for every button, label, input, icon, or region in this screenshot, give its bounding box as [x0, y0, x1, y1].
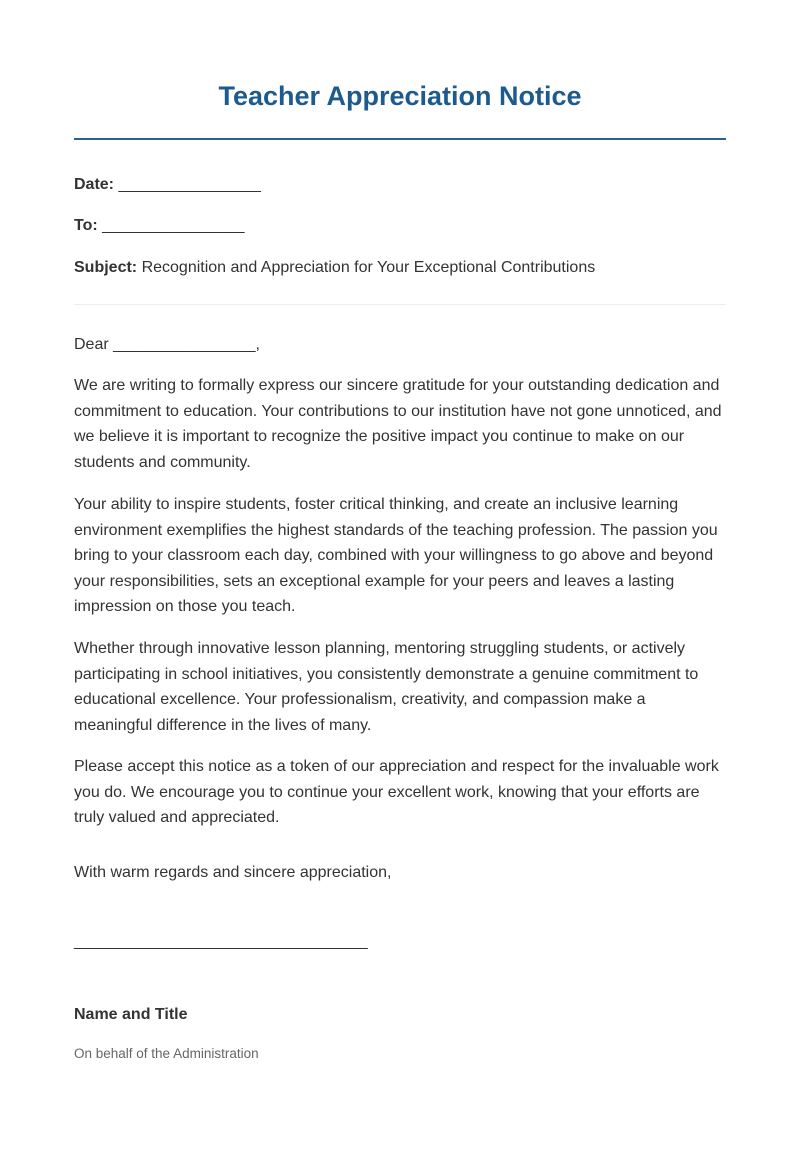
body-paragraph-3: Whether through innovative lesson planning, mentoring struggling students, or actively participating in school initiatives, you consistently demonstrate a genuine commitment to educational excellence. Your professionalism, creativity, and compassion make a meaningful difference in the lives of many. [74, 640, 699, 734]
document-title: Teacher Appreciation Notice [218, 81, 582, 111]
recipient-field [74, 215, 245, 237]
to-label: To: [74, 217, 98, 234]
to-blank: ________________ [102, 217, 245, 234]
body-paragraph-1: We are writing to formally express our sincere gratitude for your outstanding dedication and commitment to education. Your contributions to our institution have not gone unnoticed, and we believe it is important to recognize the positive impact you continue to make on our students and community. [74, 377, 722, 471]
body-paragraph-4: Please accept this notice as a token of our appreciation and respect for the invaluable work you do. We encourage you to continue your excellent work, knowing that your efforts are truly valued and appreciated. [74, 758, 719, 826]
salutation: Dear ________________, [74, 336, 260, 353]
date-label: Date: [74, 176, 115, 193]
signer-name: Name and Title [74, 1006, 188, 1023]
date-blank: ________________ [118, 176, 261, 193]
closing-line: With warm regards and sincere appreciation, [74, 864, 392, 881]
date-field [74, 174, 261, 196]
subject-label: Subject: [74, 259, 138, 276]
signature-line: _________________________________ [74, 933, 368, 950]
signer-organization: On behalf of the Administration [74, 1046, 259, 1061]
title-divider [74, 138, 726, 140]
subject-text: Recognition and Appreciation for Your Exceptional Contributions [141, 259, 596, 276]
subject-field [74, 257, 595, 279]
header-divider [74, 304, 726, 305]
body-paragraph-2: Your ability to inspire students, foster critical thinking, and create an inclusive learning environment exemplifies the highest standards of the teaching profession. The passion you bring to your classroom each day, combined with your willingness to go above and beyond your responsibilities, sets an exceptional example for your peers and leaves a lasting impression on those you teach. [74, 496, 718, 615]
